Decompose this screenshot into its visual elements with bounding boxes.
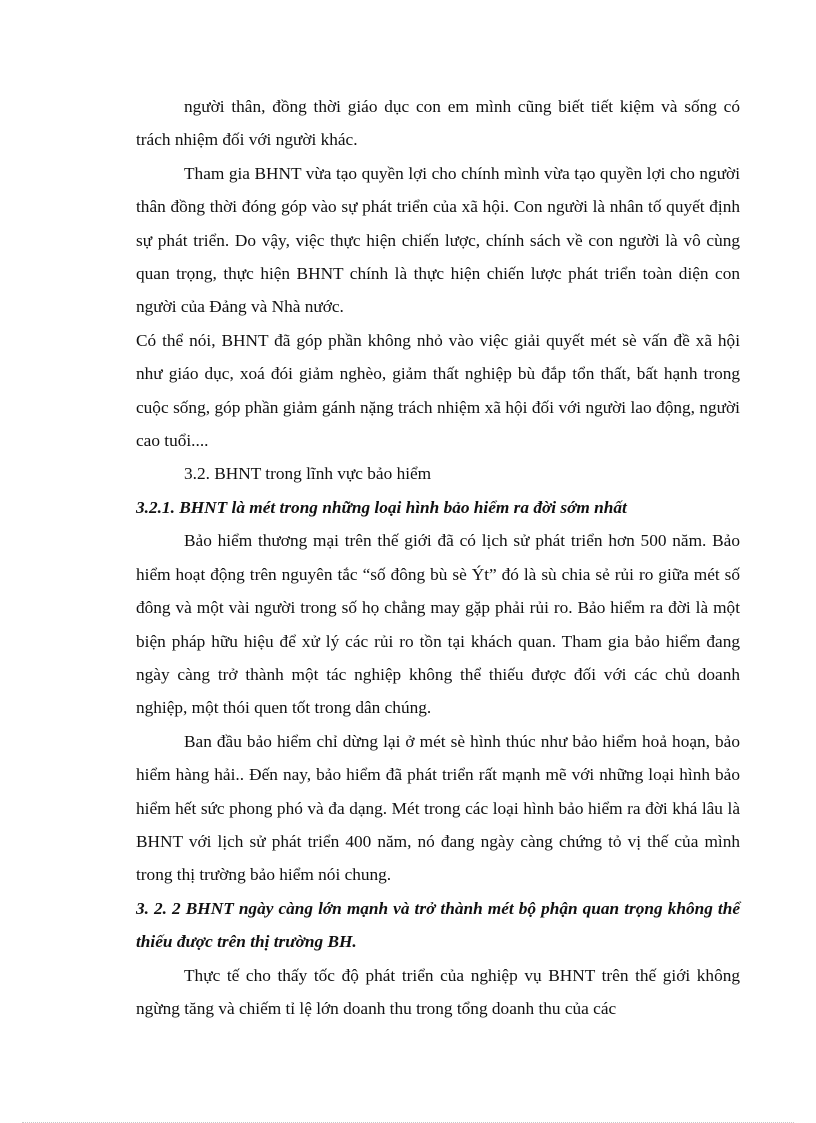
body-paragraph: người thân, đồng thời giáo dục con em mình cũng biết tiết kiệm và sống có trách nhiệm đối với người khác. [136,97,740,150]
body-paragraph: Thực tế cho thấy tốc độ phát triển của nghiệp vụ BHNT trên thế giới không ngừng tăng và chiếm tỉ lệ lớn doanh thu trong tổng doanh thu của các [136,965,740,1018]
section-heading: 3.2.1. BHNT là mét trong những loại hình bảo hiểm ra đời sớm nhất [136,497,627,517]
body-paragraph: Có thể nói, BHNT đã góp phần không nhỏ vào việc giải quyết mét sè vấn đề xã hội như giáo dục, xoá đói giảm nghèo, giảm thất nghiệp bù đắp tổn thất, bất hạnh trong cuộc sống, góp phần giảm gánh nặng trách nhiệm xã hội đối với người lao động, người cao tuổi.... [136,330,740,451]
document-body [136,90,740,1025]
section-subheading: 3.2. BHNT trong lĩnh vực bảo hiểm [184,464,432,484]
body-paragraph: Tham gia BHNT vừa tạo quyền lợi cho chính mình vừa tạo quyền lợi cho người thân đồng thời đóng góp vào sự phát triển của xã hội. Con người là nhân tố quyết định sự phát triển. Do vậy, việc thực hiện chiến lược, chính sách về con người là vô cùng quan trọng, thực hiện BHNT chính là thực hiện chiến lược phát triển toàn diện con người của Đảng và Nhà nước. [136,163,740,317]
body-paragraph: Bảo hiểm thương mại trên thế giới đã có lịch sử phát triển hơn 500 năm. Bảo hiểm hoạt động trên nguyên tắc “số đông bù sè Ýt” đó là sù chia sẻ rủi ro giữa mét số đông và một vài người trong số họ chẳng may gặp phải rủi ro. Bảo hiểm ra đời là một biện pháp hữu hiệu để xử lý các rủi ro tồn tại khách quan. Tham gia bảo hiểm đang ngày càng trở thành một tác nghiệp không thể thiếu được đối với các chủ doanh nghiệp, một thói quen tốt trong dân chúng. [136,531,740,718]
body-paragraph: Ban đầu bảo hiểm chỉ dừng lại ở mét sè hình thúc như bảo hiểm hoả hoạn, bảo hiểm hàng hải.. Đến nay, bảo hiểm đã phát triển rất mạnh mẽ với những loại hình bảo hiểm hết sức phong phó và đa dạng. Mét trong các loại hình bảo hiểm ra đời khá lâu là BHNT với lịch sử phát triển 400 năm, nó đang ngày càng chứng tỏ vị thế của mình trong thị trường bảo hiểm nói chung. [136,731,740,885]
section-heading: 3. 2. 2 BHNT ngày càng lớn mạnh và trở thành mét bộ phận quan trọng không thể thiếu được trên thị trường BH. [136,898,740,952]
